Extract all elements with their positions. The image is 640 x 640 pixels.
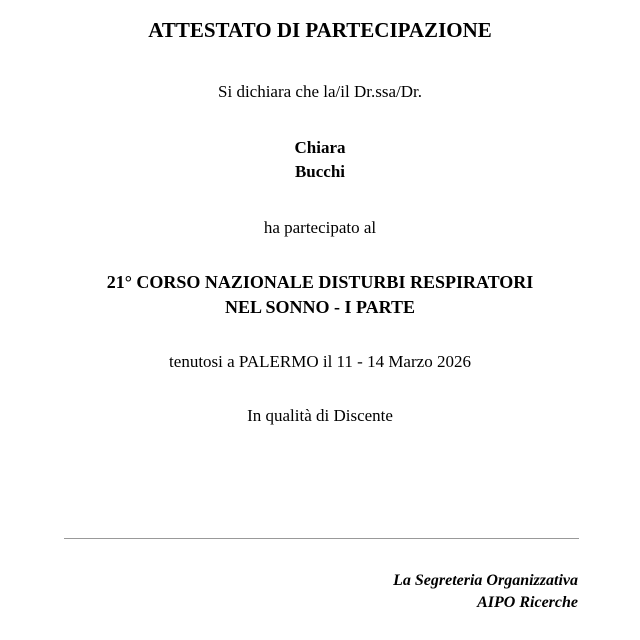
participated-text: ha partecipato al	[263, 218, 377, 237]
participant-first-name: Chiara	[294, 138, 346, 157]
event-location-date: tenutosi a PALERMO il 11 - 14 Marzo 2026	[169, 352, 471, 371]
certificate-title: ATTESTATO DI PARTECIPAZIONE	[148, 18, 492, 42]
signature-line1: La Segreteria Organizzativa	[393, 572, 578, 589]
participant-role: In qualità di Discente	[247, 406, 393, 425]
course-name-line2: NEL SONNO - I PARTE	[224, 297, 416, 317]
divider	[64, 538, 579, 539]
participant-last-name: Bucchi	[294, 162, 346, 181]
course-name-line1: 21° CORSO NAZIONALE DISTURBI RESPIRATORI	[106, 272, 534, 292]
signature-block	[393, 570, 578, 614]
declaration-text: Si dichiara che la/il Dr.ssa/Dr.	[218, 82, 422, 101]
signature-line2: AIPO Ricerche	[477, 594, 578, 611]
